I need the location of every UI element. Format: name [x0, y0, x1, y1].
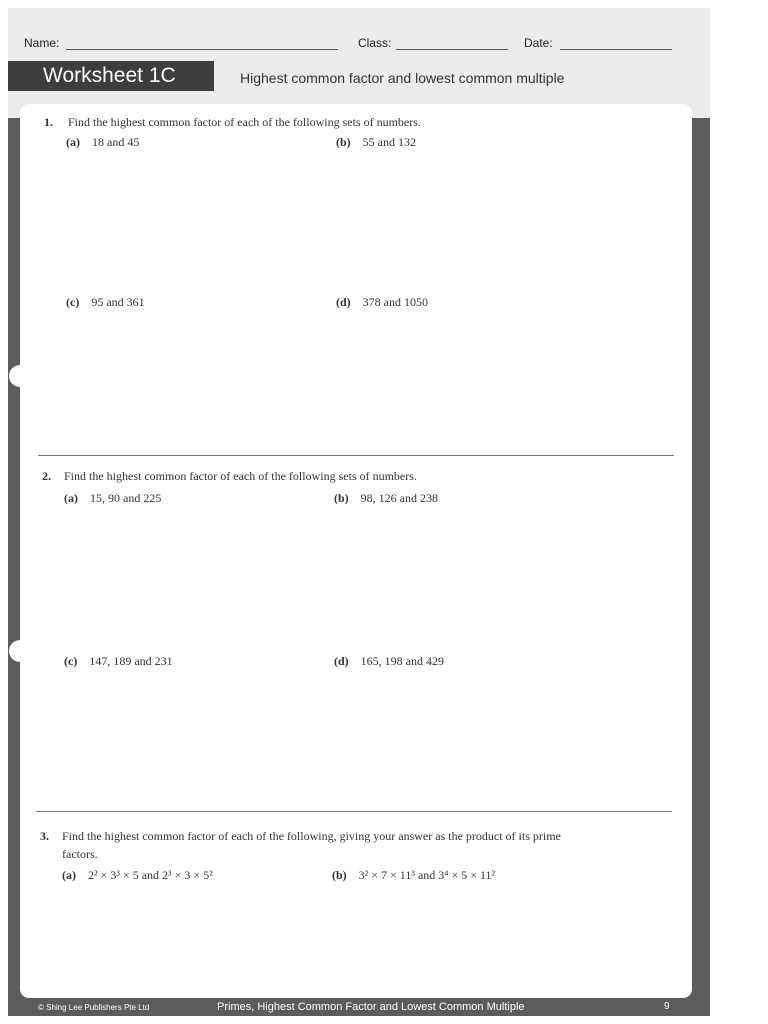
part-text: 378 and 1050 [362, 295, 428, 309]
part-label: (a) [66, 135, 80, 149]
part-text: 2² × 3³ × 5 and 2³ × 3 × 5² [88, 868, 213, 882]
name-label: Name: [24, 36, 60, 50]
footer-page-number: 9 [664, 1001, 670, 1012]
section-divider [36, 811, 672, 812]
part-label: (a) [64, 491, 78, 505]
part-label: (c) [64, 654, 78, 668]
question-1a [66, 135, 139, 150]
part-label: (b) [332, 868, 347, 882]
header-fields [24, 36, 684, 56]
footer-chapter: Primes, Highest Common Factor and Lowest Common Multiple [217, 1001, 525, 1013]
question-2d [334, 654, 444, 669]
part-label: (b) [336, 135, 351, 149]
class-label: Class: [358, 36, 392, 50]
part-text: 55 and 132 [362, 135, 416, 149]
date-label: Date: [524, 36, 553, 50]
question-2b [334, 491, 438, 506]
part-text: 3² × 7 × 11³ and 3⁴ × 5 × 11² [358, 868, 496, 882]
question-2a [64, 491, 161, 506]
question-3-continued: factors. [62, 847, 98, 861]
name-line[interactable] [66, 49, 338, 50]
worksheet-subtitle: Highest common factor and lowest common multiple [240, 70, 565, 86]
class-line[interactable] [396, 49, 508, 50]
date-line[interactable] [560, 49, 672, 50]
part-label: (d) [336, 295, 351, 309]
footer-copyright: © Shing Lee Publishers Pte Ltd [38, 1003, 150, 1012]
binding-notch [9, 365, 31, 387]
part-text: 147, 189 and 231 [89, 654, 173, 668]
worksheet-title: Worksheet 1C [8, 61, 214, 91]
binding-notch [9, 640, 31, 662]
question-1d [336, 295, 428, 310]
part-label: (a) [62, 868, 76, 882]
part-text: 165, 198 and 429 [360, 654, 444, 668]
question-3a [62, 868, 213, 883]
part-label: (d) [334, 654, 349, 668]
question-text: Find the highest common factor of each of the following, giving your answer as the product of its prime [62, 829, 561, 843]
section-divider [38, 455, 674, 456]
worksheet-panel [20, 104, 692, 998]
question-text: Find the highest common factor of each of the following sets of numbers. [68, 115, 421, 129]
question-1 [44, 115, 421, 130]
question-2c [64, 654, 173, 669]
question-1b [336, 135, 416, 150]
question-1c [66, 295, 145, 310]
question-number: 3. [40, 829, 49, 843]
question-number: 1. [44, 115, 53, 129]
question-2 [42, 469, 417, 484]
part-text: 95 and 361 [91, 295, 145, 309]
part-text: 15, 90 and 225 [90, 491, 162, 505]
part-label: (c) [66, 295, 80, 309]
question-text: Find the highest common factor of each of the following sets of numbers. [64, 469, 417, 483]
question-3b [332, 868, 495, 883]
part-label: (b) [334, 491, 349, 505]
part-text: 98, 126 and 238 [360, 491, 438, 505]
part-text: 18 and 45 [92, 135, 140, 149]
question-number: 2. [42, 469, 51, 483]
question-3 [40, 829, 660, 844]
